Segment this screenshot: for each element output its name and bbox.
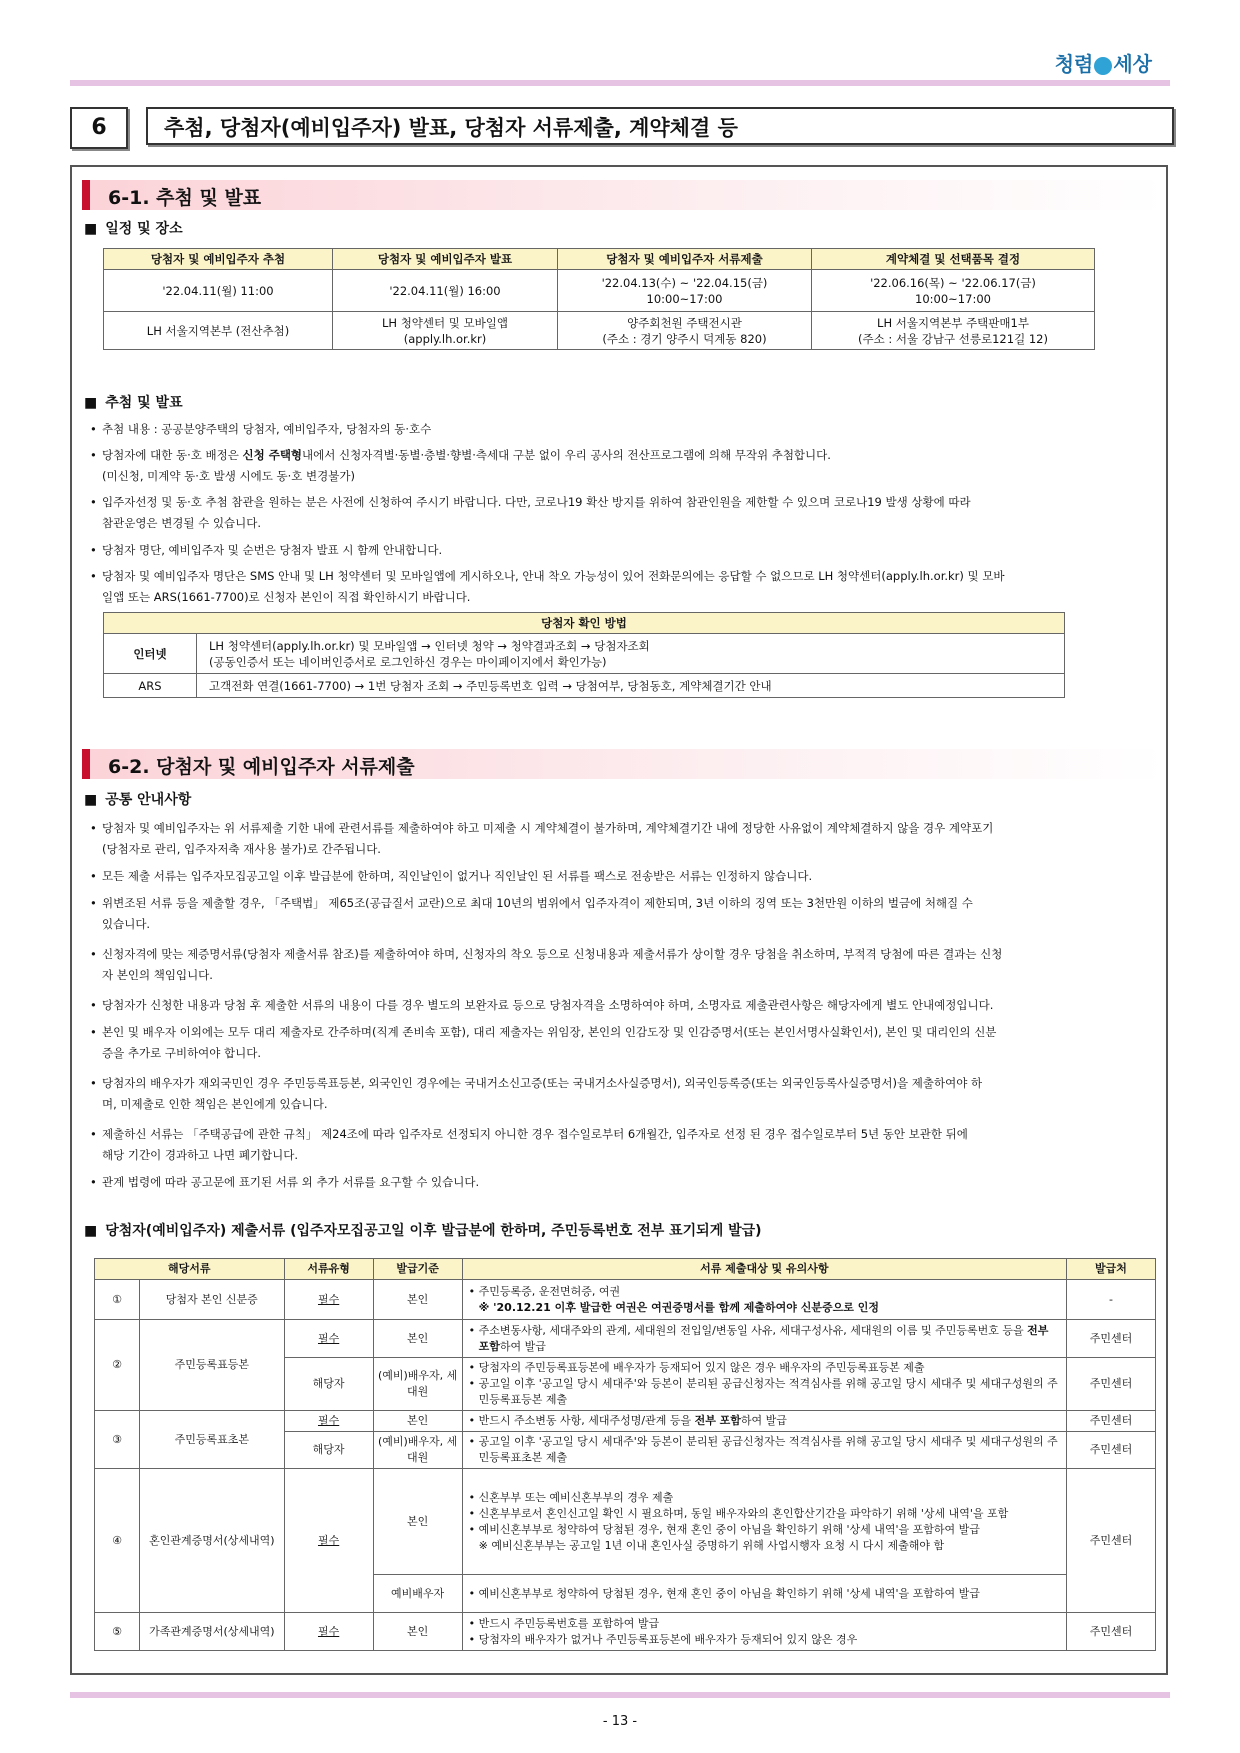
schedule-place: 양주회천원 주택전시관 (주소 : 경기 양주시 덕계동 820) [558, 312, 812, 350]
list-item: • 본인 및 배우자 이외에는 모두 대리 제출자로 간주하며(직계 존비속 포함), 대리 제출자는 위임장, 본인의 인감도장 및 인감증명서(또는 본인서명사실확인서), 본인 및 대리인의 신분 [90, 1025, 997, 1039]
docs-header: 서류유형 [284, 1259, 373, 1280]
doc-type: 필수 [284, 1469, 373, 1613]
doc-type: 해당자 [284, 1432, 373, 1469]
doc-basis: 본인 [373, 1280, 462, 1320]
doc-number: ③ [95, 1411, 140, 1469]
doc-basis: 예비배우자 [373, 1575, 462, 1613]
list-item: • 제출하신 서류는 「주택공급에 관한 규칙」 제24조에 따라 입주자로 선정되지 아니한 경우 접수일로부터 6개월간, 입주자로 선정 된 경우 접수일로부터 5년 동안 보관한 뒤에 [90, 1127, 968, 1141]
doc-type: 필수 [284, 1320, 373, 1358]
schedule-header: 당첨자 및 예비입주자 발표 [333, 249, 558, 270]
list-item: • 관계 법령에 따라 공고문에 표기된 서류 외 추가 서류를 요구할 수 있습니다. [90, 1175, 480, 1189]
list-item-cont: 일앱 또는 ARS(1661-7700)로 신청자 본인이 직접 확인하시기 바랍니다. [102, 590, 471, 604]
logo-emblem-icon [1094, 57, 1112, 75]
list-item-cont: (당첨자로 관리, 입주자저축 재사용 불가)로 간주됩니다. [102, 842, 381, 856]
section-title: 6-1. 추첨 및 발표 [108, 187, 262, 209]
doc-issuer: 주민센터 [1067, 1320, 1156, 1358]
schedule-date: '22.04.11(월) 11:00 [104, 270, 333, 312]
bottom-divider [70, 1692, 1170, 1698]
schedule-heading: ■ 일정 및 장소 [84, 218, 183, 238]
schedule-header: 계약체결 및 선택품목 결정 [812, 249, 1095, 270]
check-label: 인터넷 [104, 634, 197, 674]
doc-number: ⑤ [95, 1613, 140, 1651]
list-item-cont: 증을 추가로 구비하여야 합니다. [102, 1046, 262, 1060]
schedule-place: LH 서울지역본부 (전산추첨) [104, 312, 333, 350]
doc-issuer: 주민센터 [1067, 1613, 1156, 1651]
clean-world-logo [1055, 48, 1152, 77]
check-desc: LH 청약센터(apply.lh.or.kr) 및 모바일앱 → 인터넷 청약 → 청약결과조회 → 당첨자조회 (공동인증서 또는 네이버인증서로 로그인하신 경우는 마이페이지에서 확인가능) [197, 634, 1065, 674]
doc-name: 가족관계증명서(상세내역) [140, 1613, 285, 1651]
documents-table [94, 1258, 1156, 1651]
doc-number: ② [95, 1320, 140, 1411]
list-item: • 당첨자의 배우자가 재외국민인 경우 주민등록표등본, 외국인인 경우에는 국내거소신고증(또는 국내거소사실증명서), 외국인등록증(또는 외국인등록사실증명서)을 제출하여야 하 [90, 1076, 983, 1090]
doc-issuer: 주민센터 [1067, 1432, 1156, 1469]
doc-type: 필수 [284, 1411, 373, 1432]
list-item-cont: 있습니다. [102, 917, 151, 931]
list-item: • 신청자격에 맞는 제증명서류(당첨자 제출서류 참조)를 제출하여야 하며, 신청자의 착오 등으로 신청내용과 제출서류가 상이할 경우 당첨을 취소하며, 부적격 당첨에 따른 결과는 신청 [90, 947, 1003, 961]
doc-issuer: 주민센터 [1067, 1469, 1156, 1613]
page-number: - 13 - [602, 1714, 638, 1729]
list-item: • 입주자선정 및 동·호 추첨 참관을 원하는 분은 사전에 신청하여 주시기 바랍니다. 다만, 코로나19 확산 방지를 위하여 참관인원을 제한할 수 있으며 코로나19 발생 상황에 따라 [90, 495, 971, 509]
doc-name: 주민등록표등본 [140, 1320, 285, 1411]
doc-basis: (예비)배우자, 세대원 [373, 1432, 462, 1469]
doc-notes: • 예비신혼부부로 청약하여 당첨된 경우, 현재 혼인 중이 아님을 확인하기 위해 '상세 내역'을 포함하여 발급 [462, 1575, 1066, 1613]
doc-notes: • 공고일 이후 '공고일 당시 세대주'와 등본이 분리된 공급신청자는 적격심사를 위해 공고일 당시 세대주 및 세대구성원의 주민등록표초본 제출 [462, 1432, 1066, 1469]
doc-basis: 본인 [373, 1411, 462, 1432]
list-item-cont: 자 본인의 책임입니다. [102, 968, 213, 982]
docs-header: 서류 제출대상 및 유의사항 [462, 1259, 1066, 1280]
section-header-6-1 [82, 180, 1164, 210]
doc-number: ④ [95, 1469, 140, 1613]
schedule-date: '22.04.11(월) 16:00 [333, 270, 558, 312]
doc-issuer: - [1067, 1280, 1156, 1320]
list-item: • 당첨자 명단, 예비입주자 및 순번은 당첨자 발표 시 함께 안내합니다. [90, 543, 443, 557]
schedule-date: '22.06.16(목) ~ '22.06.17(금) 10:00~17:00 [812, 270, 1095, 312]
schedule-header: 당첨자 및 예비입주자 추첨 [104, 249, 333, 270]
chapter-title: 추첨, 당첨자(예비입주자) 발표, 당첨자 서류제출, 계약체결 등 [146, 107, 1174, 145]
doc-type: 해당자 [284, 1358, 373, 1411]
schedule-table [103, 248, 1095, 350]
schedule-date: '22.04.13(수) ~ '22.04.15(금) 10:00~17:00 [558, 270, 812, 312]
doc-type: 필수 [284, 1280, 373, 1320]
doc-basis: 본인 [373, 1320, 462, 1358]
doc-name: 주민등록표초본 [140, 1411, 285, 1469]
doc-name: 혼인관계증명서(상세내역) [140, 1469, 285, 1613]
schedule-header: 당첨자 및 예비입주자 서류제출 [558, 249, 812, 270]
winner-check-table [103, 612, 1065, 698]
schedule-place: LH 서울지역본부 주택판매1부 (주소 : 서울 강남구 선릉로121길 12) [812, 312, 1095, 350]
doc-type: 필수 [284, 1613, 373, 1651]
doc-issuer: 주민센터 [1067, 1411, 1156, 1432]
logo-text-left: 청렴 [1054, 52, 1094, 76]
schedule-place: LH 청약센터 및 모바일앱 (apply.lh.or.kr) [333, 312, 558, 350]
list-item-cont: (미신청, 미계약 동·호 발생 시에도 동·호 변경불가) [102, 469, 355, 483]
list-item: • 위변조된 서류 등을 제출할 경우, 「주택법」 제65조(공급질서 교란)으로 최대 10년의 범위에서 입주자격이 제한되며, 3년 이하의 징역 또는 3천만원 이하의 벌금에 처해질 수 [90, 896, 973, 910]
doc-name: 당첨자 본인 신분증 [140, 1280, 285, 1320]
list-item: • 모든 제출 서류는 입주자모집공고일 이후 발급분에 한하며, 직인날인이 없거나 직인날인 된 서류를 팩스로 전송받은 서류는 인정하지 않습니다. [90, 869, 813, 883]
doc-issuer: 주민센터 [1067, 1358, 1156, 1411]
doc-notes: • 반드시 주소변동 사항, 세대주성명/관계 등을 전부 포함하여 발급 [462, 1411, 1066, 1432]
doc-notes: • 주소변동사항, 세대주와의 관계, 세대원의 전입일/변동일 사유, 세대구성사유, 세대원의 이름 및 주민등록번호 등을 전부 포함하여 발급 [462, 1320, 1066, 1358]
check-title: 당첨자 확인 방법 [104, 613, 1065, 634]
doc-basis: 본인 [373, 1613, 462, 1651]
docs-header: 발급처 [1067, 1259, 1156, 1280]
draw-heading: ■ 추첨 및 발표 [84, 392, 183, 412]
list-item-cont: 해당 기간이 경과하고 나면 폐기합니다. [102, 1148, 299, 1162]
doc-notes: • 주민등록증, 운전면허증, 여권 ※ '20.12.21 이후 발급한 여권은 여권증명서를 함께 제출하여야 신분증으로 인정 [462, 1280, 1066, 1320]
list-item-cont: 참관운영은 변경될 수 있습니다. [102, 516, 262, 530]
docs-header: 해당서류 [95, 1259, 285, 1280]
section-title: 6-2. 당첨자 및 예비입주자 서류제출 [108, 756, 415, 778]
common-heading: ■ 공통 안내사항 [84, 789, 191, 809]
doc-number: ① [95, 1280, 140, 1320]
doc-notes: • 반드시 주민등록번호를 포함하여 발급 • 당첨자의 배우자가 없거나 주민등록표등본에 배우자가 등재되어 있지 않은 경우 [462, 1613, 1066, 1651]
list-item-cont: 며, 미제출로 인한 책임은 본인에게 있습니다. [102, 1097, 328, 1111]
doc-notes: • 신혼부부 또는 예비신혼부부의 경우 제출 • 신혼부부로서 혼인신고일 확인 시 필요하며, 동일 배우자와의 혼인합산기간을 파악하기 위해 '상세 내역'을 포함 • 예비신혼부부로 청약하여 당첨된 경우, 현재 혼인 중이 아님을 확인하기 위해 '상세 내역'을 포함하여 발급 ※ 예비신혼부부는 공고일 1년 이내 혼인사실 증명하기 위해 사업시행자 요청 시 다시 제출해야 함 [462, 1469, 1066, 1575]
list-item: • 당첨자에 대한 동·호 배정은 신청 주택형내에서 신청자격별·동별·층별·향별·측세대 구분 없이 우리 공사의 전산프로그램에 의해 무작위 추첨합니다. [90, 448, 831, 462]
top-divider [70, 80, 1170, 86]
logo-text-right: 세상 [1113, 52, 1152, 76]
section-header-6-2 [82, 749, 1164, 779]
docs-heading: ■ 당첨자(예비입주자) 제출서류 (입주자모집공고일 이후 발급분에 한하며, 주민등록번호 전부 표기되게 발급) [84, 1220, 762, 1240]
chapter-number: 6 [70, 107, 128, 149]
list-item: • 추첨 내용 : 공공분양주택의 당첨자, 예비입주자, 당첨자의 동·호수 [90, 422, 432, 436]
list-item: • 당첨자 및 예비입주자는 위 서류제출 기한 내에 관련서류를 제출하여야 하고 미제출 시 계약체결이 불가하며, 계약체결기간 내에 정당한 사유없이 계약체결하지 않을 경우 계약포기 [90, 821, 994, 835]
docs-header: 발급기준 [373, 1259, 462, 1280]
doc-basis: 본인 [373, 1469, 462, 1575]
list-item: • 당첨자 및 예비입주자 명단은 SMS 안내 및 LH 청약센터 및 모바일앱에 게시하오나, 안내 착오 가능성이 있어 전화문의에는 응답할 수 없으므로 LH 청약센터(apply.lh.or.kr) 및 모바 [90, 569, 1005, 583]
doc-notes: • 당첨자의 주민등록표등본에 배우자가 등재되어 있지 않은 경우 배우자의 주민등록표등본 제출 • 공고일 이후 '공고일 당시 세대주'와 등본이 분리된 공급신청자는 적격심사를 위해 공고일 당시 세대주 및 세대구성원의 주민등록표등본 제출 [462, 1358, 1066, 1411]
check-desc: 고객전화 연결(1661-7700) → 1번 당첨자 조회 → 주민등록번호 입력 → 당첨여부, 당첨동호, 계약체결기간 안내 [197, 674, 1065, 698]
doc-basis: (예비)배우자, 세대원 [373, 1358, 462, 1411]
check-label: ARS [104, 674, 197, 698]
list-item: • 당첨자가 신청한 내용과 당첨 후 제출한 서류의 내용이 다를 경우 별도의 보완자료 등으로 당첨자격을 소명하여야 하며, 소명자료 제출관련사항은 해당자에게 별도 안내예정입니다. [90, 998, 994, 1012]
